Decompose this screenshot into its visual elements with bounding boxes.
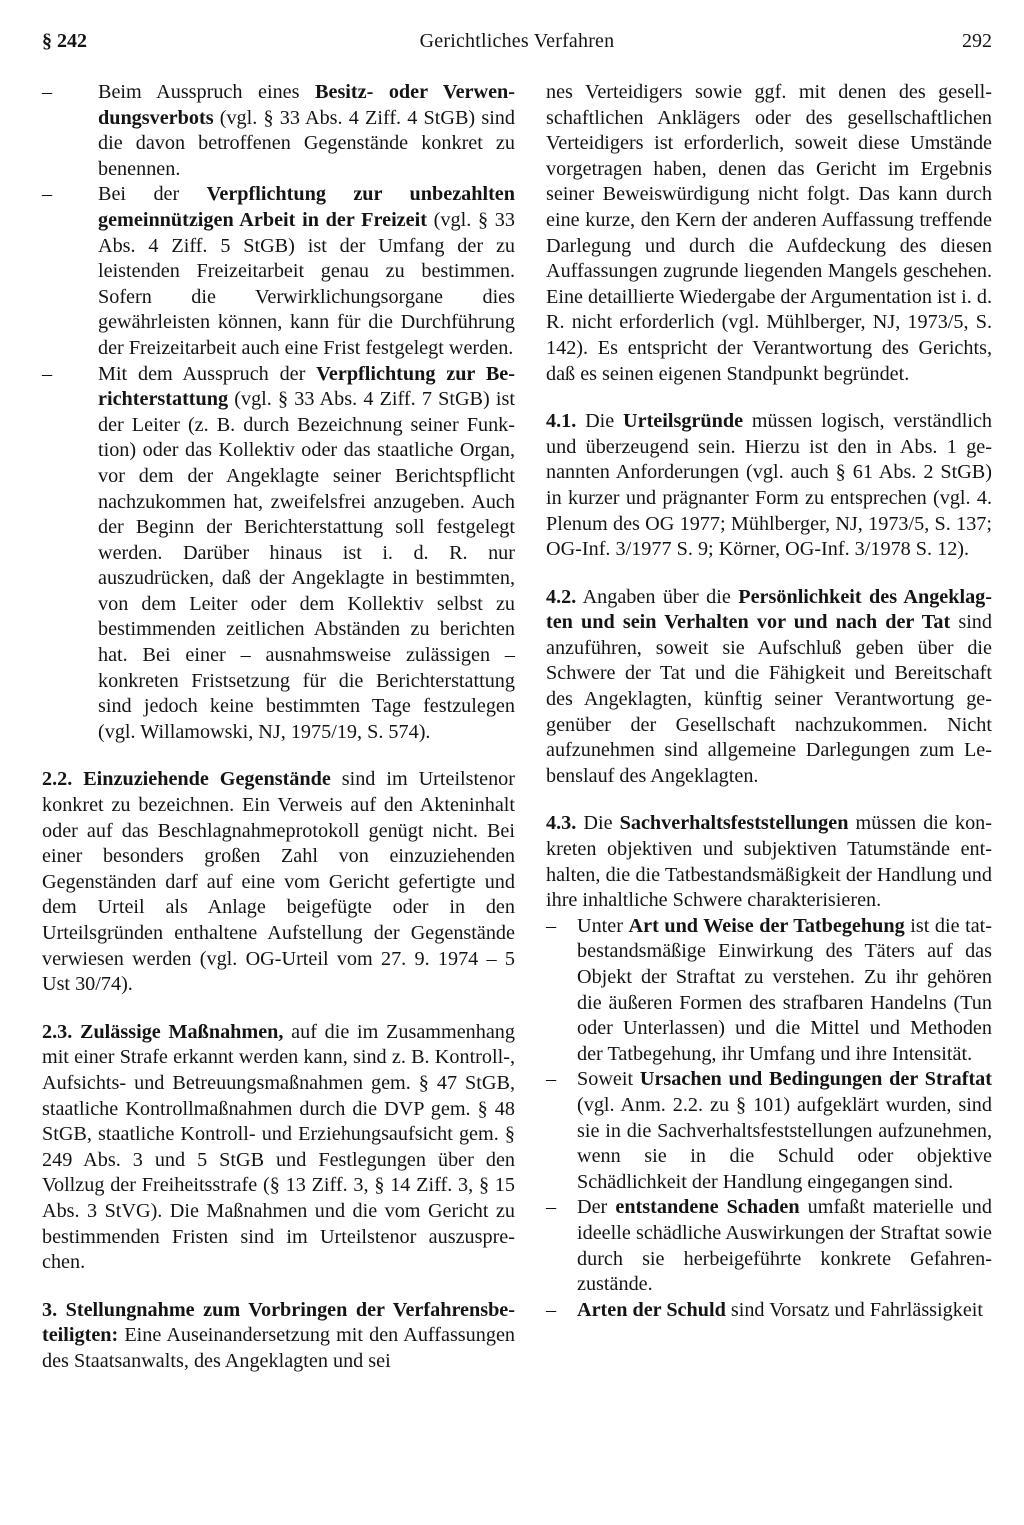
paragraph-term: Stellungnahme zum Vorbringen der Verfahrensbeteiligten: (42, 1298, 515, 1347)
paragraph-number: 4.2. (546, 585, 577, 608)
paragraph-number: 2.2. (42, 768, 73, 791)
item-text: umfaßt materielle und ideelle schädliche Auswirkungen der Straftat sowie durch sie herbeigeführte konkrete Gefahrenzustände. (577, 1196, 992, 1296)
paragraph-term: Persönlichkeit des Angeklagten und sein Verhalten vor und nach der Tat (546, 585, 993, 634)
paragraph-2-2 (42, 767, 515, 997)
item-text: (vgl. § 33 Abs. 4 Ziff. 4 StGB) sind die davon betroffenen Gegenstände konkret zu benennen. (98, 106, 515, 180)
paragraph-text: auf die im Zusammenhang mit einer Strafe erkannt werden kann, sind z. B. Kontroll-, Aufsichts- und Betreuungsmaßnahmen gem. § 47 StGB, staatliche Kontrollmaßnahmen durch die DVP gem. § 48 StGB, staatliche Kontroll- und Erziehungsaufsicht gem. § 249 Abs. 3 und 5 StGB und Festlegungen über den Vollzug der Freiheitsstrafe (§ 13 Ziff. 3, § 14 Ziff. 3, § 15 Abs. 3 StVG). Die Maßnahmen und die vom Gericht zu bestimmenden Fristen sind im Urteilstenor auszusprechen. (42, 1020, 515, 1274)
left-column (42, 80, 515, 1397)
item-term: Besitz- oder Verwendungsverbots (98, 81, 516, 129)
paragraph-number: 2.3. (42, 1020, 73, 1043)
paragraph-4-1 (546, 409, 992, 563)
paragraph-text: müssen logisch, verständlich und überzeugend sein. Hierzu ist den in Abs. 1 genannten Anforderungen (vgl. auch § 61 Abs. 2 StGB) in kurzer und prägnanter Form zu entsprechen (vgl. 4. Plenum des OG 1977; Mühlberger, NJ, 1973/5, S. 137; OG-Inf. 3/1977 S. 9; Körner, OG-Inf. 3/1978 S. 12). (546, 410, 992, 561)
paragraph-term: Einzuziehende Gegenstände (72, 768, 331, 791)
paragraph-text: Angaben über die (576, 585, 739, 608)
item-text: Mit dem Ausspruch der (98, 362, 317, 385)
item-term: Ursachen und Bedingungen der Straftat (639, 1068, 993, 1091)
paragraph-2-3 (42, 1020, 515, 1276)
list-item (546, 1067, 992, 1195)
paragraph-continuation: nes Verteidigers sowie ggf. mit denen des gesellschaftlichen Anklägers oder des gesellschaftlichen Verteidigers ist erforderlich, soweit diese Umstände vorgetragen haben, denen das Gericht im Ergebnis seiner Beweiswürdigung nicht folgt. Das kann durch eine kurze, den Kern der anderen Auffassung treffende Darlegung und durch die Aufdeckung des diesen Auffassungen zugrunde liegenden Mangels geschehen. Eine detaillierte Wiedergabe der Argumentation ist i. d. R. nicht erforderlich (vgl. Mühlberger, NJ, 1973/5, S. 142). Es entspricht der Verantwortung des Gerichts, daß es seinen eigenen Standpunkt begründet. (546, 81, 992, 385)
paragraph-number: 4.3. (546, 812, 577, 835)
paragraph-3 (42, 1298, 515, 1375)
item-text: (vgl. § 33 Abs. 4 Ziff. 7 StGB) ist der Leiter (z. B. durch Bezeichnung seiner Funktion) oder das Kollektiv oder das staatliche Organ, vor dem der Angeklagte seiner Berichtspflicht nachzukommen hat, zweifelsfrei anzugeben. Auch der Beginn der Berichterstattung soll festgelegt werden. Darüber hinaus ist i. d. R. nur auszudrücken, daß der Angeklagte in bestimmten, von dem Leiter oder dem Kollektiv selbst zu bestimmenden zeitlichen Abständen zu berichten hat. Bei einer – ausnahmsweise zulässigen – konkreten Fristsetzung für die Berichterstattung sind jedoch keine bestimmten Tage festzulegen (vgl. Willamowski, NJ, 1975/19, S. 574). (98, 388, 515, 743)
page-header (42, 30, 992, 58)
item-text: Bei der (98, 183, 207, 206)
item-text: ist die tatbestandsmäßige Einwirkung des Täters auf das Objekt der Straftat zu verstehen. Zu ihr gehören die äußeren Formen des strafbaren Handelns (Tun oder Unterlassen) und die Mittel und Methoden der Tatbegehung, ihr Umfang und ihre Intensität. (577, 914, 992, 1065)
page-number: 292 (962, 30, 992, 52)
paragraph-text: Eine Auseinandersetzung mit den Auffassungen des Staatsanwalts, des Angeklagten und sei (42, 1324, 515, 1372)
item-term: Verpflichtung zur Berichterstattung (98, 362, 515, 411)
item-term: Art und Weise der Tatbegehung (628, 914, 905, 937)
paragraph-text: sind im Urteilstenor konkret zu bezeichnen. Ein Verweis auf den Akteninhalt oder auf das Beschlagnahmeprotokoll genügt nicht. Bei einer besonders großen Zahl von einzuziehenden Gegenständen darf auf eine vom Gericht gefertigte und dem Urteil als Anlage beigefügte oder in den Urteilsgründen enthaltene Aufstellung der Gegenstände verwiesen werden (vgl. OG-Urteil vom 27. 9. 1974 – 5 Ust 30/74). (42, 768, 516, 996)
item-text: Unter (577, 914, 629, 937)
running-title: Gerichtliches Verfahren (419, 30, 615, 52)
list-item (42, 182, 515, 361)
list-item (546, 1195, 992, 1297)
paragraph-term: Zulässige Maßnahmen, (72, 1020, 284, 1043)
paragraph-term: Sachverhaltsfeststellungen (619, 812, 849, 835)
item-term: entstandene Schaden (615, 1196, 800, 1219)
item-text: (vgl. Anm. 2.2. zu § 101) aufgeklärt wurden, sind sie in die Sachverhaltsfeststellungen aufzunehmen, wenn sie in die Schuld oder objektive Schädlichkeit der Handlung eingegangen sind. (577, 1093, 992, 1193)
paragraph-number: 4.1. (546, 410, 577, 433)
list-item (42, 80, 515, 182)
item-text: (vgl. § 33 Abs. 4 Ziff. 5 StGB) ist der Umfang der zu leistenden Freizeitarbeit genau zu bestimmen. Sofern die Verwirklichungsorgane dies gewährleisten können, kann für die Durchführung der Freizeitarbeit auch eine Frist festgelegt werden. (98, 208, 515, 359)
list-item (546, 1298, 992, 1324)
section-number: § 242 (42, 30, 87, 52)
item-text: Beim Ausspruch eines (98, 81, 316, 103)
right-column (546, 80, 992, 1323)
paragraph-term: Urteilsgründe (623, 410, 744, 433)
paragraph-number: 3. (42, 1298, 58, 1321)
item-text: Soweit (577, 1068, 640, 1091)
paragraph-text: sind anzuführen, soweit sie Aufschluß geben über die Schwere der Tat und die Fähigkeit und Bereitschaft des Angeklagten, künftig seiner Verantwortung gegenüber der Gesellschaft nachzukommen. Nicht aufzunehmen sind allgemeine Darlegungen zum Lebenslauf des Angeklagten. (546, 611, 992, 787)
paragraph-text: Die (576, 410, 624, 433)
paragraph-text: Die (576, 812, 620, 835)
item-text: sind Vorsatz und Fahrlässigkeit (725, 1298, 984, 1321)
item-text: Der (577, 1196, 616, 1219)
list-item (546, 914, 992, 1068)
list-item (42, 362, 515, 746)
paragraph-4-3 (546, 811, 992, 913)
item-term: Arten der Schuld (577, 1298, 726, 1321)
paragraph-text: müssen die konkreten objektiven und subjektiven Tatumstände enthalten, die die Tatbestandsmäßigkeit der Handlung und ihre inhaltliche Schwere charakterisieren. (546, 812, 992, 912)
item-term: Verpflichtung zur unbezahlten gemeinnützigen Arbeit in der Freizeit (98, 183, 515, 231)
paragraph-4-2 (546, 585, 992, 790)
